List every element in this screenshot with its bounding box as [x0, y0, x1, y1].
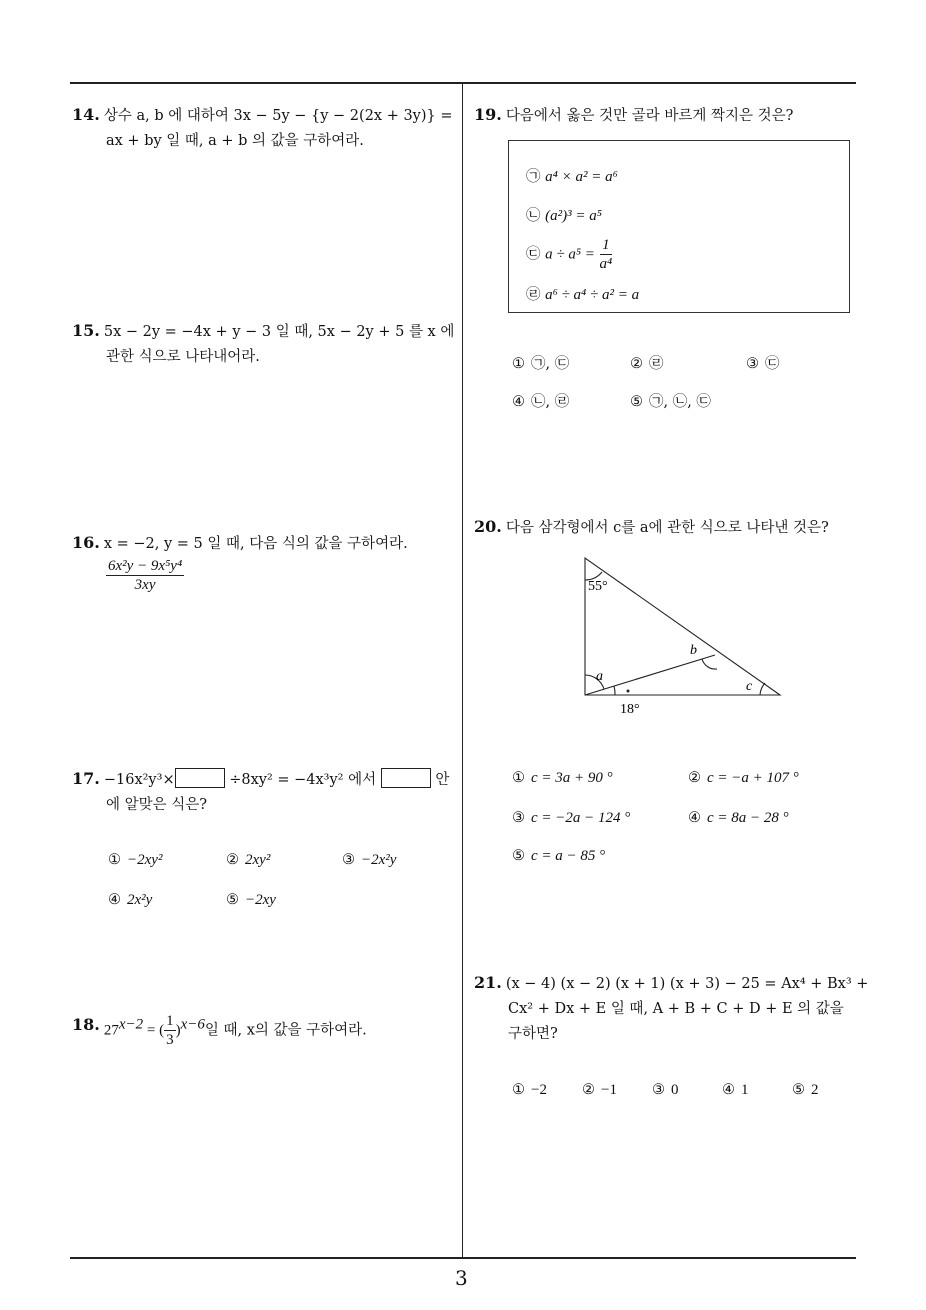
question-number: 18.: [72, 1015, 100, 1034]
statement-4: ㉣ a⁶ ÷ a⁴ ÷ a² = a: [526, 287, 640, 303]
question-text-line2: Cx² + Dx + E 일 때, A + B + C + D + E 의 값을: [508, 1001, 844, 1017]
option-1[interactable]: ① −2: [512, 1082, 547, 1098]
angle-arc-b: [702, 659, 717, 669]
option-5[interactable]: ⑤ 2: [792, 1082, 819, 1098]
triangle-outline: [585, 558, 780, 695]
option-3[interactable]: ③ 0: [652, 1082, 679, 1098]
question-text-line1: x = −2, y = 5 일 때, 다음 식의 값을 구하여라.: [103, 536, 408, 552]
label-c: c: [746, 679, 753, 694]
option-3[interactable]: ③ c = −2a − 124 °: [512, 810, 631, 826]
question-20: [474, 514, 858, 541]
question-14: [72, 102, 456, 154]
option-1[interactable]: ① ㉠, ㉢: [512, 356, 570, 372]
question-text-line3: 구하면?: [508, 1026, 558, 1042]
inner-segment: [585, 655, 715, 695]
question-text-line1: 다음 삼각형에서 c를 a에 관한 식으로 나타낸 것은?: [505, 520, 829, 536]
option-4[interactable]: ④ 2x²y: [108, 892, 153, 908]
question-text-line2: 관한 식으로 나타내어라.: [106, 349, 260, 365]
question-text-line1: 다음에서 옳은 것만 골라 바르게 짝지은 것은?: [505, 108, 794, 124]
question-number: 16.: [72, 533, 100, 552]
question-number: 19.: [474, 105, 502, 124]
statement-1: ㉠ a⁴ × a² = a⁶: [526, 169, 618, 185]
option-4[interactable]: ④ ㉡, ㉣: [512, 394, 570, 410]
question-15: [72, 318, 456, 370]
bottom-rule: [70, 1257, 856, 1259]
question-18: 18. $27^{x-2}$ = ( $\frac{1}{3}$ )$^{x-6}$일 때, x의 값을 구하여라.: [72, 1013, 367, 1048]
fraction-one-third: $\frac{1}{3}$: [166, 1013, 174, 1048]
fraction-numerator: 6x²y − 9x⁵y⁴: [108, 558, 183, 574]
option-2[interactable]: ② −1: [582, 1082, 617, 1098]
option-4[interactable]: ④ c = 8a − 28 °: [688, 810, 789, 826]
fraction-denominator: 3xy: [134, 577, 156, 593]
question-text-line1: 5x − 2y = −4x + y − 3 일 때, 5x − 2y + 5 를 x 에: [103, 324, 455, 340]
angle-arc-bottom-left: [614, 686, 615, 695]
page-number: 3: [455, 1266, 468, 1290]
option-3[interactable]: ③ −2x²y: [342, 852, 397, 868]
option-2[interactable]: ② ㉣: [630, 356, 664, 372]
question-19: [474, 102, 858, 129]
top-rule: [70, 82, 856, 84]
label-top-angle: 55°: [588, 579, 608, 594]
question-number: 15.: [72, 321, 100, 340]
option-2[interactable]: ② 2xy²: [226, 852, 271, 868]
angle-arc-c: [760, 683, 765, 695]
option-2[interactable]: ② c = −a + 107 °: [688, 770, 799, 786]
expression-fraction: [106, 557, 184, 594]
option-5[interactable]: ⑤ c = a − 85 °: [512, 848, 606, 864]
question-text-line1: 상수 a, b 에 대하여 3x − 5y − {y − 2(2x + 3y)} =: [103, 108, 453, 124]
question-text-line2: 에 알맞은 식은?: [106, 797, 208, 813]
option-3[interactable]: ③ ㉢: [746, 356, 780, 372]
question-21: [474, 970, 869, 1047]
option-1[interactable]: ① −2xy²: [108, 852, 163, 868]
question-number: 21.: [474, 973, 502, 992]
question-text-line2: ax + by 일 때, a + b 의 값을 구하여라.: [106, 133, 364, 149]
label-b: b: [690, 643, 697, 658]
expression-part3: 안: [435, 772, 450, 788]
option-1[interactable]: ① c = 3a + 90 °: [512, 770, 613, 786]
label-a: a: [596, 669, 603, 684]
statement-2: ㉡ (a²)³ = a⁵: [526, 208, 602, 224]
label-bottom-angle: 18°: [620, 702, 640, 717]
expression-part2: ÷8xy² = −4x³y² 에서: [229, 772, 377, 788]
question-number: 14.: [72, 105, 100, 124]
option-4[interactable]: ④ 1: [722, 1082, 749, 1098]
statement-3: ㉢ a ÷ a⁵ = $\frac{1}{\text{a⁴}}$: [526, 237, 613, 272]
question-number: 17.: [72, 769, 100, 788]
question-text-line1: (x − 4) (x − 2) (x + 1) (x + 3) − 25 = Ax⁴ + Bx³ +: [505, 976, 869, 992]
triangle-figure: [560, 550, 800, 725]
option-5[interactable]: ⑤ −2xy: [226, 892, 276, 908]
option-5[interactable]: ⑤ ㉠, ㉡, ㉢: [630, 394, 711, 410]
question-17: [72, 766, 462, 818]
center-divider: [462, 84, 463, 1258]
question-number: 20.: [474, 517, 502, 536]
vertex-dot: [627, 690, 630, 693]
question-16: [72, 530, 456, 594]
expression-part1: −16x²y³×: [103, 772, 175, 788]
answer-blank-box: [381, 768, 431, 788]
answer-blank-box: [175, 768, 225, 788]
